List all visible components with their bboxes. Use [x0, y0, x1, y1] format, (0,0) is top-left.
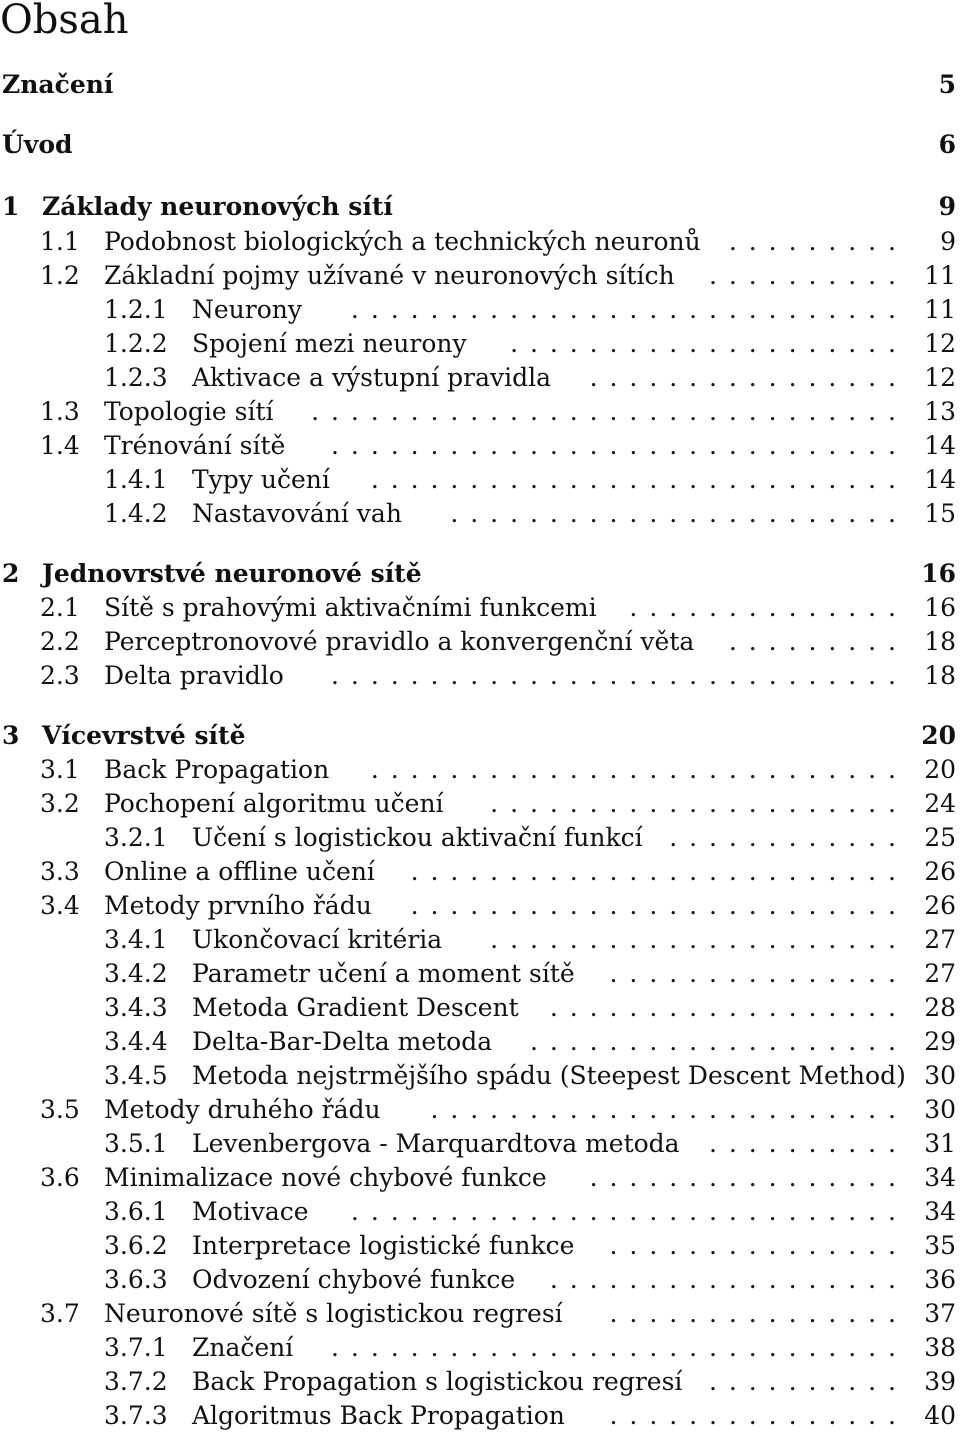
toc-number: 3.7.1: [104, 1333, 168, 1362]
toc-label: Metody prvního řádu: [104, 891, 372, 920]
toc-page-number: 34: [924, 1197, 956, 1226]
dot-leader: . . . . . . . . . . . .: [669, 823, 896, 852]
dot-leader: . . . . . . . . . . . . . . . . . . . . . . . . . . .: [370, 465, 896, 494]
toc-page-number: 30: [924, 1061, 956, 1090]
toc-page-number: 16: [924, 593, 956, 622]
dot-leader: . . . . . . . . . . . . . . . . . . . . . . . . .: [410, 891, 896, 920]
toc-page-number: 39: [924, 1367, 956, 1396]
toc-label: Metody druhého řádu: [104, 1095, 381, 1124]
toc-label: Topologie sítí: [104, 397, 274, 426]
toc-label: Minimalizace nové chybové funkce: [104, 1163, 547, 1192]
dot-leader: . . . . . . . . .: [728, 627, 896, 656]
dot-leader: . . . . . . . . . . . . . . .: [609, 1299, 896, 1328]
toc-page-number: 14: [924, 431, 956, 460]
toc-number: 3.5: [40, 1095, 80, 1124]
toc-number: 3.5.1: [104, 1129, 168, 1158]
toc-page-number: 26: [924, 857, 956, 886]
toc-label: Nastavování vah: [192, 499, 402, 528]
dot-leader: . . . . . . . . . . . . . . .: [609, 1231, 896, 1260]
dot-leader: . . . . . . . . . . . . . . . . . . . . .: [490, 925, 896, 954]
toc-label: Metoda nejstrmějšího spádu (Steepest Descent Method): [192, 1061, 906, 1090]
toc-label: Základní pojmy užívané v neuronových sítích: [104, 261, 675, 290]
dot-leader: . . . . . . . . . . . . . . . .: [589, 1163, 896, 1192]
toc-subsection[interactable]: [0, 1025, 958, 1059]
toc-number: 3.4.3: [104, 993, 168, 1022]
toc-label: Pochopení algoritmu učení: [104, 789, 444, 818]
toc-number: 1.4.2: [104, 499, 168, 528]
dot-leader: . . . . . . . . . . . . . . . . . . . . . . . . .: [410, 857, 896, 886]
toc-label: Typy učení: [192, 465, 330, 494]
dot-leader: . . . . . . . . . . . . . . . . . . . . . . .: [450, 499, 896, 528]
toc-label: Značení: [2, 70, 114, 99]
toc-label: Vícevrstvé sítě: [42, 721, 246, 750]
toc-label: Delta pravidlo: [104, 661, 284, 690]
toc-section[interactable]: [0, 753, 958, 787]
toc-page-number: 11: [924, 295, 956, 324]
toc-page-number: 15: [924, 499, 956, 528]
toc-subsection[interactable]: [0, 497, 958, 531]
toc-page-number: 38: [924, 1333, 956, 1362]
toc-label: Delta-Bar-Delta metoda: [192, 1027, 493, 1056]
toc-page-number: 5: [938, 70, 956, 99]
toc-subsection[interactable]: [0, 1229, 958, 1263]
toc-section[interactable]: [0, 659, 958, 693]
dot-leader: . . . . . . . . . . . . . . . . . . . . . . . . . . . .: [350, 295, 896, 324]
toc-label: Aktivace a výstupní pravidla: [192, 363, 552, 392]
toc-section[interactable]: [0, 889, 958, 923]
toc-page-number: 31: [924, 1129, 956, 1158]
toc-number: 3: [2, 721, 20, 750]
toc-number: 3.2.1: [104, 823, 168, 852]
toc-label: Online a offline učení: [104, 857, 375, 886]
dot-leader: . . . . . . . . . . . . . . . .: [589, 363, 896, 392]
toc-page-number: 12: [924, 363, 956, 392]
toc-label: Back Propagation: [104, 755, 330, 784]
dot-leader: . . . . . . . . . . . . . . . . . . . . .: [490, 789, 896, 818]
toc-page-number: 13: [924, 397, 956, 426]
toc-chapter[interactable]: [0, 557, 958, 591]
toc-number: 1.2.1: [104, 295, 168, 324]
toc-label: Základy neuronových sítí: [42, 192, 393, 221]
toc-section[interactable]: [0, 1161, 958, 1195]
toc-page-number: 40: [924, 1401, 956, 1430]
toc-subsection[interactable]: [0, 1127, 958, 1161]
toc-label: Neuronové sítě s logistickou regresí: [104, 1299, 563, 1328]
toc-label: Učení s logistickou aktivační funkcí: [192, 823, 643, 852]
dot-leader: . . . . . . . . . . . . . . . . . . . . . . . .: [430, 1095, 896, 1124]
toc-page-number: 14: [924, 465, 956, 494]
dot-leader: . . . . . . . . . . . . . . . . . .: [549, 1265, 896, 1294]
toc-number: 1.3: [40, 397, 80, 426]
dot-leader: . . . . . . . . . . . . . . . . . . . . . . . . . . . .: [350, 1197, 896, 1226]
toc-section[interactable]: [0, 225, 958, 259]
toc-subsection[interactable]: [0, 821, 958, 855]
toc-label: Ukončovací kritéria: [192, 925, 443, 954]
toc-chapter[interactable]: [0, 190, 958, 224]
toc-chapter[interactable]: [0, 719, 958, 753]
toc-number: 3.1: [40, 755, 80, 784]
toc-number: 2.2: [40, 627, 80, 656]
dot-leader: . . . . . . . . . . . . . .: [629, 593, 896, 622]
dot-leader: . . . . . . . . . . . . . . . . . . . . . . . . . . .: [370, 755, 896, 784]
toc-page-number: 27: [924, 959, 956, 988]
toc-label: Levenbergova - Marquardtova metoda: [192, 1129, 680, 1158]
dot-leader: . . . . . . . . . . . . . . . . . . . . . . . . . . . . .: [331, 1333, 896, 1362]
toc-number: 3.6.3: [104, 1265, 168, 1294]
toc-number: 2.1: [40, 593, 80, 622]
toc-page-number: 18: [924, 627, 956, 656]
toc-section[interactable]: [0, 1297, 958, 1331]
toc-chapter[interactable]: [0, 68, 958, 102]
toc-number: 3.6.1: [104, 1197, 168, 1226]
toc-number: 3.7.3: [104, 1401, 168, 1430]
toc-number: 1.4.1: [104, 465, 168, 494]
toc-label: Úvod: [2, 130, 73, 159]
toc-label: Trénování sítě: [104, 431, 286, 460]
toc-label: Back Propagation s logistickou regresí: [192, 1367, 683, 1396]
toc-page-number: 9: [940, 227, 956, 256]
toc-page-number: 11: [924, 261, 956, 290]
toc-label: Neurony: [192, 295, 302, 324]
toc-page-number: 26: [924, 891, 956, 920]
dot-leader: . . . . . . . . . .: [709, 1129, 896, 1158]
toc-subsection[interactable]: [0, 1331, 958, 1365]
toc-number: 3.7: [40, 1299, 80, 1328]
toc-number: 3.7.2: [104, 1367, 168, 1396]
toc-page-number: 27: [924, 925, 956, 954]
dot-leader: . . . . . . . . . . . . . . .: [609, 959, 896, 988]
toc-subsection[interactable]: [0, 991, 958, 1025]
dot-leader: . . . . . . . . . . . . . . . . . .: [549, 993, 896, 1022]
toc-number: 1.1: [40, 227, 80, 256]
toc-page-number: 9: [938, 192, 956, 221]
toc-section[interactable]: [0, 395, 958, 429]
toc-number: 3.6.2: [104, 1231, 168, 1260]
dot-leader: . . . . . . . . . . . . . . . . . . . .: [510, 329, 896, 358]
toc-number: 3.4.4: [104, 1027, 168, 1056]
toc-number: 3.2: [40, 789, 80, 818]
toc-page-number: 20: [924, 755, 956, 784]
dot-leader: . . . . . . . . . . . . . . . . . . . . . . . . . . . . .: [331, 431, 896, 460]
toc-number: 1.2.2: [104, 329, 168, 358]
dot-leader: . . . . . . . . . .: [709, 1367, 896, 1396]
toc-section[interactable]: [0, 787, 958, 821]
toc-number: 2: [2, 559, 20, 588]
toc-page-number: 25: [924, 823, 956, 852]
toc-label: Interpretace logistické funkce: [192, 1231, 575, 1260]
toc-section[interactable]: [0, 625, 958, 659]
dot-leader: . . . . . . . . . . . . . . .: [609, 1401, 896, 1430]
toc-label: Motivace: [192, 1197, 309, 1226]
toc-number: 2.3: [40, 661, 80, 690]
toc-label: Sítě s prahovými aktivačními funkcemi: [104, 593, 597, 622]
toc-number: 3.6: [40, 1163, 80, 1192]
toc-number: 3.3: [40, 857, 80, 886]
toc-label: Odvození chybové funkce: [192, 1265, 516, 1294]
toc-chapter[interactable]: [0, 128, 958, 162]
page-title: Obsah: [0, 0, 129, 43]
toc-section[interactable]: [0, 429, 958, 463]
toc-number: 3.4: [40, 891, 80, 920]
dot-leader: . . . . . . . . . . . . . . . . . . . . . . . . . . . . . .: [311, 397, 896, 426]
toc-subsection[interactable]: [0, 463, 958, 497]
toc-section[interactable]: [0, 259, 958, 293]
toc-page-number: 29: [924, 1027, 956, 1056]
toc-page-number: 20: [921, 721, 956, 750]
toc-page-number: 30: [924, 1095, 956, 1124]
toc-subsection[interactable]: [0, 1195, 958, 1229]
dot-leader: . . . . . . . . . . . . . . . . . . . . . . . . . . . . .: [331, 661, 896, 690]
toc-number: 3.4.5: [104, 1061, 168, 1090]
toc-label: Podobnost biologických a technických neuronů: [104, 227, 701, 256]
toc-number: 1.2: [40, 261, 80, 290]
toc-label: Spojení mezi neurony: [192, 329, 467, 358]
toc-section[interactable]: [0, 591, 958, 625]
toc-section[interactable]: [0, 855, 958, 889]
toc-number: 3.4.2: [104, 959, 168, 988]
toc-label: Metoda Gradient Descent: [192, 993, 519, 1022]
toc-number: 3.4.1: [104, 925, 168, 954]
dot-leader: . . . . . . . . . . . . . . . . . . .: [529, 1027, 896, 1056]
toc-number: 1: [2, 192, 20, 221]
dot-leader: . . . . . . . . . .: [709, 261, 896, 290]
toc-page-number: 16: [921, 559, 956, 588]
toc-subsection[interactable]: [0, 293, 958, 327]
toc-label: Parametr učení a moment sítě: [192, 959, 575, 988]
toc-page-number: 35: [924, 1231, 956, 1260]
toc-number: 1.4: [40, 431, 80, 460]
toc-label: Jednovrstvé neuronové sítě: [42, 559, 422, 588]
toc-label: Značení: [192, 1333, 294, 1362]
toc-page-number: 28: [924, 993, 956, 1022]
toc-subsection[interactable]: [0, 1399, 958, 1433]
toc-page-number: 34: [924, 1163, 956, 1192]
toc-page-number: 24: [924, 789, 956, 818]
toc-section[interactable]: [0, 1093, 958, 1127]
toc-subsection[interactable]: [0, 923, 958, 957]
toc-subsection[interactable]: [0, 361, 958, 395]
toc-page-number: 37: [924, 1299, 956, 1328]
toc-subsection[interactable]: [0, 327, 958, 361]
toc-page-number: 12: [924, 329, 956, 358]
toc-label: Perceptronovové pravidlo a konvergenční věta: [104, 627, 695, 656]
toc-subsection[interactable]: [0, 1365, 958, 1399]
toc-label: Algoritmus Back Propagation: [192, 1401, 565, 1430]
toc-subsection[interactable]: [0, 1059, 958, 1093]
dot-leader: . . . . . . . . .: [728, 227, 896, 256]
toc-number: 1.2.3: [104, 363, 168, 392]
toc-page-number: 6: [938, 130, 956, 159]
toc-subsection[interactable]: [0, 1263, 958, 1297]
toc-page-number: 18: [924, 661, 956, 690]
toc-page-number: 36: [924, 1265, 956, 1294]
toc-subsection[interactable]: [0, 957, 958, 991]
